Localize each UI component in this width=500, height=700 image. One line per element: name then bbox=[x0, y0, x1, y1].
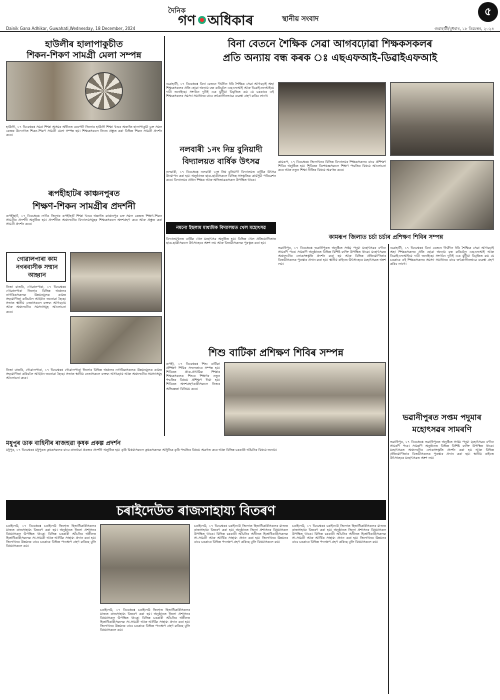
section-label: স্থানীয় সংবাদ bbox=[282, 15, 319, 23]
column-divider bbox=[164, 36, 165, 436]
headline: শিক্ষণ-শিকন সামগ্ৰীৰ প্ৰদৰ্শনী bbox=[32, 202, 136, 212]
article-body-right: গুৱাহাটী, ১৭ ডিচেম্বৰঃ বিনা বেতনে দীৰ্ঘদিন ধৰি শৈক্ষিক সেৱা আগবঢ়াই অহা শিক্ষকসকলৰ প্ৰতি হোৱা অন্যায় বন্ধ কৰিবলৈ এছএফআই আৰু ডিৱাইএফআইয়ে দাবী জনাইছে। সংগঠন দুটাই এক যুটীয়া বিবৃতিত কয় যে চৰকাৰে এই শিক্ষকসকলৰ সমস্যা সমাধানৰ বাবে তৎকালীনভাৱে ব্যৱস্থা গ্ৰহণ কৰিব লাগে। bbox=[390, 246, 494, 267]
headline: বিনা বেতনে শৈক্ষিক সেৱা আগবঢ়োৱা শিক্ষকসকলৰ bbox=[227, 39, 433, 50]
headline: মধুপুৰ ডাক বাহিনীৰ ৰাজহুৱা কৃষক প্ৰকল্প প্ৰদৰ্শন bbox=[6, 440, 121, 447]
headline: বিদ্যালয়ত বাৰ্ষিক উৎসৱ bbox=[182, 157, 260, 166]
masthead bbox=[0, 0, 500, 32]
article-dihing-headline bbox=[278, 232, 494, 242]
masthead-rule bbox=[0, 31, 500, 32]
article-body-teachers: গুৱাহাটী, ১৭ ডিচেম্বৰঃ বিনা বেতনে দীৰ্ঘদিন ধৰি শৈক্ষিক সেৱা আগবঢ়াই অহা শিক্ষকসকলৰ প্ৰতি হোৱা অন্যায় বন্ধ কৰিবলৈ এছএফআই আৰু ডিৱাইএফআইয়ে দাবী জনাইছে। সংগঠন দুটাই এক যুটীয়া বিবৃতিত কয় যে চৰকাৰে এই শিক্ষকসকলৰ সমস্যা সমাধানৰ বাবে তৎকালীনভাৱে ব্যৱস্থা গ্ৰহণ কৰিব লাগে। bbox=[166, 82, 274, 99]
dateline-as: গুৱাহাটী/বুধবাৰ, ১৮ ডিচেম্বৰ, ২০২৪ bbox=[434, 26, 494, 31]
photo-training-camp bbox=[224, 362, 386, 436]
headline-banner bbox=[6, 500, 386, 520]
article-teachers bbox=[166, 37, 494, 79]
article-body: চৰাইদেউ, ১৭ ডিচেম্বৰঃ চৰাইদেউ জিলাত হিতাধিকাৰীসকলৰ মাজত ৰাজসাহায্য বিতৰণ কৰা হয়। অনুষ্ঠানত জিলা প্ৰশাসনৰ বিষয়াসকল উপস্থিত থাকে। বিভিন্ন চৰকাৰী আঁচনিৰ অধীনত হিতাধিকাৰীসকলক সা-সামগ্ৰী আৰু আৰ্থিক সাহায্য প্ৰদান কৰা হয়। জিলাখনৰ উন্নয়নৰ বাবে চৰকাৰে বিভিন্ন পদক্ষেপ গ্ৰহণ কৰিছে বুলি বিষয়াসকলে কয়। bbox=[6, 524, 96, 549]
photo-meeting bbox=[390, 160, 494, 230]
article-kanchanpur bbox=[6, 188, 162, 248]
article-body-col3: চৰাইদেউ, ১৭ ডিচেম্বৰঃ চৰাইদেউ জিলাত হিতাধিকাৰীসকলৰ মাজত ৰাজসাহায্য বিতৰণ কৰা হয়। অনুষ্ঠানত জিলা প্ৰশাসনৰ বিষয়াসকল উপস্থিত থাকে। বিভিন্ন চৰকাৰী আঁচনিৰ অধীনত হিতাধিকাৰীসকলক সা-সামগ্ৰী আৰু আৰ্থিক সাহায্য প্ৰদান কৰা হয়। জিলাখনৰ উন্নয়নৰ বাবে চৰকাৰে বিভিন্ন পদক্ষেপ গ্ৰহণ কৰিছে বুলি বিষয়াসকলে কয়। bbox=[194, 524, 288, 545]
page-number: ৫ bbox=[484, 5, 492, 18]
headline: ৰূপহীহাটৰ কাঞ্চনপুৰত bbox=[48, 189, 120, 198]
masthead-title-right: অধিকাৰ bbox=[207, 13, 254, 29]
article-body: নলবাৰী, ১৭ ডিচেম্বৰঃ নলবাৰী ১নং নিম্ন বুনিয়াদী বিদ্যালয়ত বাৰ্ষিক উৎসৱ উদযাপন কৰা হয়। অনুষ্ঠানত ছাত্ৰ-ছাত্ৰীসকলে বিভিন্ন সাংস্কৃতিক কাৰ্যসূচী পৰিৱেশন কৰে। বিদ্যালয়ৰ প্ৰধান শিক্ষক আৰু অভিভাৱকসকল উপস্থিত থাকে। bbox=[166, 170, 276, 183]
headline: নলবাৰী ১নং নিম্ন বুনিয়াদী bbox=[179, 145, 263, 154]
article-sports bbox=[166, 222, 276, 342]
headline: শিশু বাটিকা প্ৰশিক্ষণ শিবিৰ সম্পন্ন bbox=[208, 348, 344, 359]
headline: শিকন-শিকণ সামগ্ৰী মেলা সম্পন্ন bbox=[26, 51, 142, 61]
article-relief bbox=[6, 500, 386, 694]
article-goalpara bbox=[6, 252, 68, 348]
headline: চৰাইদেউত ৰাজসাহায্য বিতৰণ bbox=[116, 504, 276, 519]
headline: ভৱানীপুৰত সপ্তম পদুমাৰ bbox=[402, 413, 482, 422]
article-body-left-lower: নিজা বাতৰি, গোৱালপাৰা, ১৭ ডিচেম্বৰঃ গোৱালপাৰা জিলাৰ বিভিন্ন অঞ্চলৰ নাগৰিকসকলক উন্নয়নমূলক কামত সহযোগিতা কৰিবলৈ আহ্বান জনোৱা হৈছে। সভাত স্থানীয় নেতাসকলে বক্তব্য আগবঢ়ায় আৰু অঞ্চলটোৰ সমস্যাসমূহ আলোচনা কৰে। bbox=[6, 368, 162, 381]
article-bhabanipur bbox=[390, 412, 494, 652]
headline: প্ৰতি অন্যায় বন্ধ কৰক ঃ এছএফআই-ডিৱাইএফআই bbox=[222, 53, 438, 64]
article-body: ভৱানীপুৰ, ১৭ ডিচেম্বৰঃ ভৱানীপুৰত অনুষ্ঠিত সপ্তম পদুমা মহোৎসৱৰ বৰ্ণাঢ্য সামৰণি পৰে। সামৰণি অনুষ্ঠানত বিভিন্ন বিশিষ্ট ব্যক্তি উপস্থিত থাকে। মহোৎসৱত অঞ্চলটোৰ লোকসংস্কৃতি প্ৰদৰ্শন কৰা হয় আৰু বিভিন্ন প্ৰতিযোগিতাৰ বিজয়ীসকলক পুৰস্কাৰ প্ৰদান কৰা হয়। স্থানীয় ৰাইজে উৎসাহেৰে মহোৎসৱত অংশ লয়। bbox=[390, 440, 494, 461]
article-body: মধুপুৰ, ১৭ ডিচেম্বৰঃ মধুপুৰত কৃষকসকলৰ বাবে ৰাজহুৱা প্ৰকল্পৰ প্ৰদৰ্শনী অনুষ্ঠিত হয়। কৃষি বিষয়াসকলে কৃষকসকলক আধুনিক কৃষি পদ্ধতিৰ বিষয়ে অৱগত কৰে আৰু বিভিন্ন চৰকাৰী আঁচনিৰ বিষয়ে জনায়। bbox=[6, 448, 277, 452]
masthead-title bbox=[178, 9, 253, 33]
article-nalbari bbox=[166, 138, 276, 220]
photo-exhibition-display bbox=[70, 252, 162, 312]
photo-teachers-with-chart bbox=[6, 61, 162, 121]
headline: কামৰূপ জিলাত চৰ্চা চৰ্চাৰ প্ৰশিক্ষণ শিবিৰ সম্পন্ন bbox=[328, 234, 444, 241]
headline: মহোৎসৱৰ সামৰণি bbox=[412, 425, 472, 434]
photo-relief-distribution bbox=[100, 524, 190, 604]
headline-banner bbox=[166, 222, 276, 234]
article-body: হাউলী, ১৭ ডিচেম্বৰঃ সমগ্ৰ শিক্ষা অসমৰ অধীনত বৰপেটা জিলাৰ হাউলী শিক্ষা খণ্ডৰ অন্তৰ্গত হালাপাকুচী চক্ৰ সমল কেন্দ্ৰৰ উদ্যোগত শিকন-শিকণ সামগ্ৰী মেলা সম্পন্ন হয়। শিক্ষকসকলে নিজে প্ৰস্তুত কৰা বিভিন্ন শিকন সামগ্ৰী প্ৰদৰ্শন কৰে। bbox=[6, 125, 162, 138]
headline-box bbox=[6, 252, 66, 282]
masthead-prefix: দৈনিক bbox=[168, 7, 186, 15]
article-body: ৰূপহী, ১৭ ডিচেম্বৰঃ শিশু বাটিকা প্ৰশিক্ষণ শিবিৰ সফলতাৰে সম্পন্ন হয়। শিবিৰত প্ৰাক-প্ৰাথমিক শিক্ষাৰ শিক্ষকসকলক শিশুৰ শিক্ষণৰ নতুন পদ্ধতিৰ বিষয়ে প্ৰশিক্ষণ দিয়া হয়। শিবিৰত অংশগ্ৰহণকাৰীসকলে নিজৰ অভিজ্ঞতা বিনিময় কৰে। bbox=[166, 362, 220, 391]
circular-chart-graphic bbox=[85, 72, 123, 110]
page-number-badge bbox=[478, 2, 498, 22]
column-divider bbox=[388, 244, 389, 694]
dateline-en: Dainik Gana Adhikar, Guwahati,Wednesday, 18 December, 2024 bbox=[6, 26, 136, 31]
headline: গোৱালপাৰা কাম নগৰবাসীক সম্মান আহ্বান bbox=[16, 256, 58, 279]
article-body-dihing: কামৰূপ, ১৭ ডিচেম্বৰঃ জিলাখনৰ বিভিন্ন বিদ্যালয়ৰ শিক্ষকসকলৰ বাবে প্ৰশিক্ষণ শিবিৰ অনুষ্ঠিত হয়। শিবিৰত বিশেষজ্ঞসকলে শিক্ষণ পদ্ধতিৰ বিষয়ে আলোচনা কৰে আৰু নতুন শিক্ষা নীতিৰ বিষয়ে অৱগত কৰে। bbox=[278, 160, 386, 173]
article-halapakuchi bbox=[6, 37, 162, 185]
article-body: নিজা বাতৰি, গোৱালপাৰা, ১৭ ডিচেম্বৰঃ গোৱালপাৰা জিলাৰ বিভিন্ন অঞ্চলৰ নাগৰিকসকলক উন্নয়নমূলক কামত সহযোগিতা কৰিবলৈ আহ্বান জনোৱা হৈছে। সভাত স্থানীয় নেতাসকলে বক্তব্য আগবঢ়ায় আৰু অঞ্চলটোৰ সমস্যাসমূহ আলোচনা কৰে। bbox=[6, 285, 66, 314]
article-body: বিদ্যালয়খনত বাৰ্ষিক খেল মহোৎসৱ অনুষ্ঠিত হয়। বিভিন্ন খেল প্ৰতিযোগিতাত ছাত্ৰ-ছাত্ৰীসকলে উৎসাহেৰে অংশ লয় আৰু বিজয়ীসকলক পুৰস্কৃত কৰা হয়। bbox=[166, 237, 276, 246]
masthead-logo-icon bbox=[198, 16, 206, 24]
photo-classroom bbox=[390, 82, 494, 156]
headline: হাউলীৰ হালাপাকুচীত bbox=[45, 40, 123, 50]
article-madhupur bbox=[6, 438, 386, 498]
masthead-title-left: গণ bbox=[178, 13, 196, 29]
headline: নমনো ইছলাম মাধ্যমিক বিদ্যালয়ত খেল মহোৎসৱ bbox=[176, 226, 266, 231]
article-body-continued: ভৱানীপুৰ, ১৭ ডিচেম্বৰঃ ভৱানীপুৰত অনুষ্ঠিত সপ্তম পদুমা মহোৎসৱৰ বৰ্ণাঢ্য সামৰণি পৰে। সামৰণি অনুষ্ঠানত বিভিন্ন বিশিষ্ট ব্যক্তি উপস্থিত থাকে। মহোৎসৱত অঞ্চলটোৰ লোকসংস্কৃতি প্ৰদৰ্শন কৰা হয় আৰু বিভিন্ন প্ৰতিযোগিতাৰ বিজয়ীসকলক পুৰস্কাৰ প্ৰদান কৰা হয়। স্থানীয় ৰাইজে উৎসাহেৰে মহোৎসৱত অংশ লয়। bbox=[278, 246, 386, 267]
photo-students-hall bbox=[278, 82, 386, 156]
article-body-col4: চৰাইদেউ, ১৭ ডিচেম্বৰঃ চৰাইদেউ জিলাত হিতাধিকাৰীসকলৰ মাজত ৰাজসাহায্য বিতৰণ কৰা হয়। অনুষ্ঠানত জিলা প্ৰশাসনৰ বিষয়াসকল উপস্থিত থাকে। বিভিন্ন চৰকাৰী আঁচনিৰ অধীনত হিতাধিকাৰীসকলক সা-সামগ্ৰী আৰু আৰ্থিক সাহায্য প্ৰদান কৰা হয়। জিলাখনৰ উন্নয়নৰ বাবে চৰকাৰে বিভিন্ন পদক্ষেপ গ্ৰহণ কৰিছে বুলি বিষয়াসকলে কয়। bbox=[292, 524, 386, 545]
photo-exhibition-table bbox=[70, 316, 162, 364]
article-body-continued: চৰাইদেউ, ১৭ ডিচেম্বৰঃ চৰাইদেউ জিলাত হিতাধিকাৰীসকলৰ মাজত ৰাজসাহায্য বিতৰণ কৰা হয়। অনুষ্ঠানত জিলা প্ৰশাসনৰ বিষয়াসকল উপস্থিত থাকে। বিভিন্ন চৰকাৰী আঁচনিৰ অধীনত হিতাধিকাৰীসকলক সা-সামগ্ৰী আৰু আৰ্থিক সাহায্য প্ৰদান কৰা হয়। জিলাখনৰ উন্নয়নৰ বাবে চৰকাৰে বিভিন্ন পদক্ষেপ গ্ৰহণ কৰিছে বুলি বিষয়াসকলে কয়। bbox=[100, 608, 190, 633]
article-body: ৰূপহীহাট, ১৭ ডিচেম্বৰঃ নগাঁও জিলাৰ ৰূপহীহাট শিক্ষা খণ্ডৰ অন্তৰ্গত কাঞ্চনপুৰ চক্ৰ সমল কেন্দ্ৰত শিক্ষণ-শিকন সামগ্ৰীৰ প্ৰদৰ্শনী অনুষ্ঠিত হয়। প্ৰদৰ্শনীত অঞ্চলটোৰ বিদ্যালয়সমূহৰ শিক্ষকসকলে অংশগ্ৰহণ কৰে আৰু প্ৰস্তুত কৰা সামগ্ৰী প্ৰদৰ্শন কৰে। bbox=[6, 214, 162, 227]
